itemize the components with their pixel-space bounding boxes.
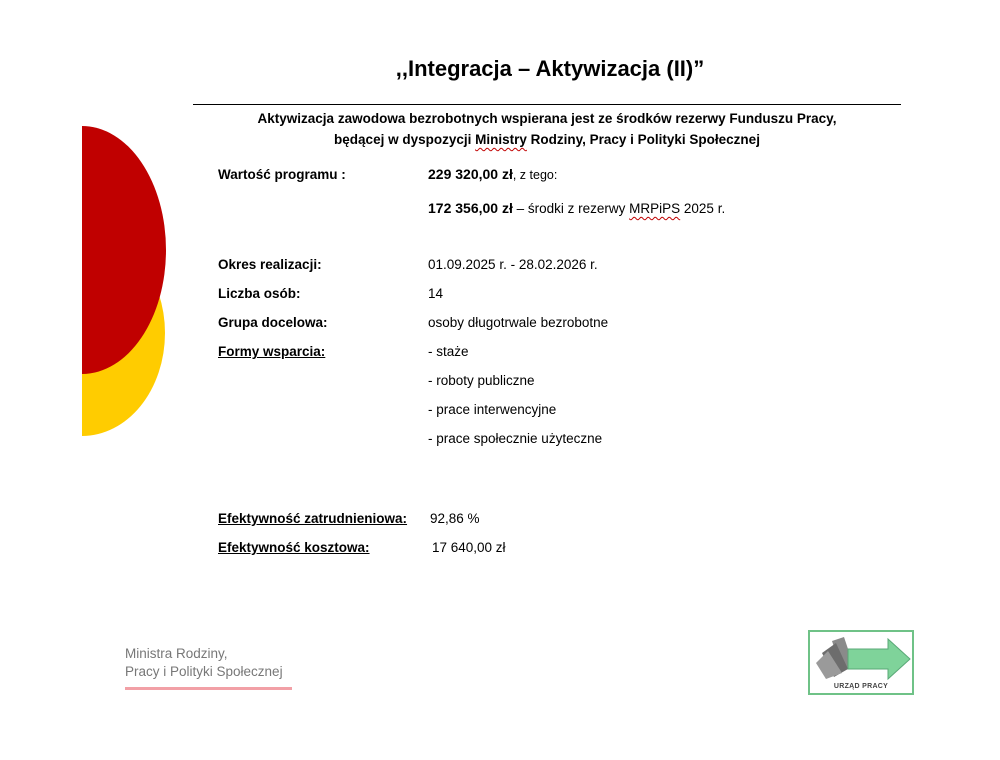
- subtitle-text: będącej w dyspozycji: [334, 132, 476, 147]
- subtitle-ministry-word: Ministry: [475, 132, 527, 147]
- labour-office-label: URZĄD PRACY: [833, 683, 889, 690]
- employment-effectiveness-value: 92,86 %: [430, 511, 480, 526]
- target-group-value: osoby długotrwale bezrobotne: [428, 315, 609, 330]
- persons-value: 14: [428, 286, 444, 301]
- program-total-suffix: , z tego:: [512, 168, 558, 182]
- labour-office-arrow-icon: [814, 635, 912, 681]
- program-reserve-amount: 172 356,00 zł: [428, 200, 513, 216]
- program-value-label: Wartość programu :: [218, 167, 346, 182]
- subtitle-line-1: Aktywizacja zawodowa bezrobotnych wspierana jest ze środków rezerwy Funduszu Pracy,: [257, 111, 837, 126]
- support-form-item: - prace społecznie użyteczne: [428, 431, 603, 446]
- support-forms-label: Formy wsparcia:: [218, 344, 326, 359]
- program-reserve-text: – środki z rezerwy: [512, 201, 630, 216]
- support-form-item: - roboty publiczne: [428, 373, 535, 388]
- period-label: Okres realizacji:: [218, 257, 322, 272]
- program-total-amount: 229 320,00 zł: [428, 166, 513, 182]
- ministry-logo-line-1: Ministra Rodziny,: [125, 646, 228, 661]
- period-value: 01.09.2025 r. - 28.02.2026 r.: [428, 257, 598, 272]
- cost-effectiveness-label: Efektywność kosztowa:: [218, 540, 370, 555]
- ministry-logo-underline: [125, 687, 292, 690]
- program-total: [428, 166, 557, 182]
- title-divider: [193, 104, 901, 105]
- ministry-logo-text: [125, 645, 283, 681]
- subtitle-line-2: [193, 129, 901, 150]
- employment-effectiveness-label: Efektywność zatrudnieniowa:: [218, 511, 408, 526]
- support-form-item: - staże: [428, 344, 469, 359]
- subtitle-text-end: Rodziny, Pracy i Polityki Społecznej: [526, 132, 760, 147]
- support-form-item: - prace interwencyjne: [428, 402, 557, 417]
- program-reserve-abbr: MRPiPS: [629, 201, 681, 216]
- decorative-semicircles: [0, 120, 170, 450]
- persons-label: Liczba osób:: [218, 286, 301, 301]
- ministry-logo-line-2: Pracy i Polityki Społecznej: [125, 664, 283, 679]
- program-reserve: [428, 200, 725, 216]
- labour-office-logo: [808, 630, 914, 695]
- page-title: ,,Integracja – Aktywizacja (II)”: [395, 56, 705, 81]
- program-reserve-year: 2025 r.: [680, 201, 726, 216]
- cost-effectiveness-value: 17 640,00 zł: [432, 540, 506, 555]
- target-group-label: Grupa docelowa:: [218, 315, 328, 330]
